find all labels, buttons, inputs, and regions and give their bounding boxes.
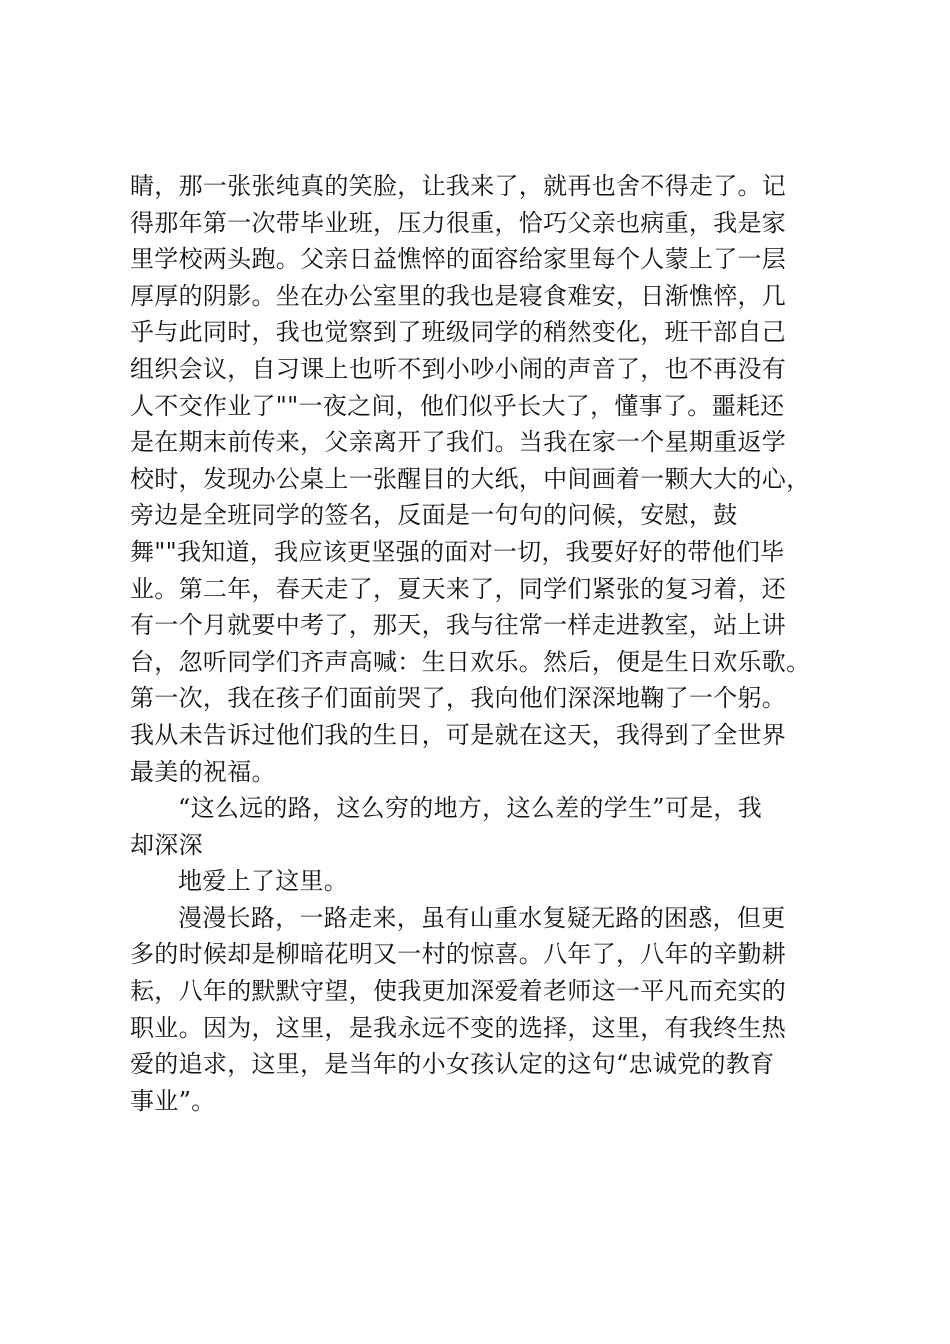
text-line: 有一个月就要中考了，那天，我与往常一样走进教室，站上讲: [130, 611, 787, 640]
text-line: 舞""我知道，我应该更坚强的面对一切，我要好好的带他们毕: [130, 537, 785, 566]
text-line: 爱的追求，这里，是当年的小女孩认定的这句“忠诚党的教育: [130, 1050, 775, 1079]
text-line: 台，忽听同学们齐声高喊：生日欢乐。然后，便是生日欢乐歌。: [130, 647, 811, 676]
text-line: 多的时候却是柳暗花明又一村的惊喜。八年了，八年的辛勤耕: [130, 940, 787, 969]
text-line: 最美的祝福。: [130, 757, 276, 786]
body-text: [130, 168, 830, 1119]
text-line: 第一次，我在孩子们面前哭了，我向他们深深地鞠了一个躬。: [130, 684, 787, 713]
text-line: 厚厚的阴影。坐在办公室里的我也是寝食难安，日渐憔悴，几: [130, 281, 787, 310]
text-line: 组织会议，自习课上也听不到小吵小闹的声音了，也不再没有: [130, 354, 787, 383]
text-line: 漫漫长路，一路走来，虽有山重水复疑无路的困惑，但更: [178, 903, 786, 932]
text-line: 职业。因为，这里，是我永远不变的选择，这里，有我终生热: [130, 1013, 787, 1042]
text-line: 乎与此同时，我也觉察到了班级同学的稍然变化，班干部自己: [130, 318, 787, 347]
text-line: 睛，那一张张纯真的笑脸，让我来了，就再也舍不得走了。记: [130, 172, 787, 200]
text-line: 旁边是全班同学的签名，反面是一句句的问候，安慰，鼓: [130, 501, 738, 530]
text-line: 却深深: [130, 830, 203, 859]
text-line: 业。第二年，春天走了，夏天来了，同学们紧张的复习着，还: [130, 574, 787, 603]
text-line: 我从未告诉过他们我的生日，可是就在这天，我得到了全世界: [130, 720, 787, 749]
text-line: 地爱上了这里。: [178, 867, 349, 896]
text-line: “这么远的路，这么穷的地方，这么差的学生”可是，我: [178, 794, 763, 823]
text-line: 得那年第一次带毕业班，压力很重，恰巧父亲也病重，我是家: [130, 208, 787, 237]
text-line: 是在期末前传来，父亲离开了我们。当我在家一个星期重返学: [130, 428, 787, 457]
text-line: 校时，发现办公桌上一张醒目的大纸，中间画着一颗大大的心，: [130, 464, 811, 493]
text-line: 人不交作业了""一夜之间，他们似乎长大了，懂事了。噩耗还: [130, 391, 785, 420]
text-line: 事业”。: [130, 1086, 216, 1115]
text-line: 耘，八年的默默守望，使我更加深爱着老师这一平凡而充实的: [130, 977, 787, 1006]
text-line: 里学校两头跑。父亲日益憔悴的面容给家里每个人蒙上了一层: [130, 245, 787, 274]
